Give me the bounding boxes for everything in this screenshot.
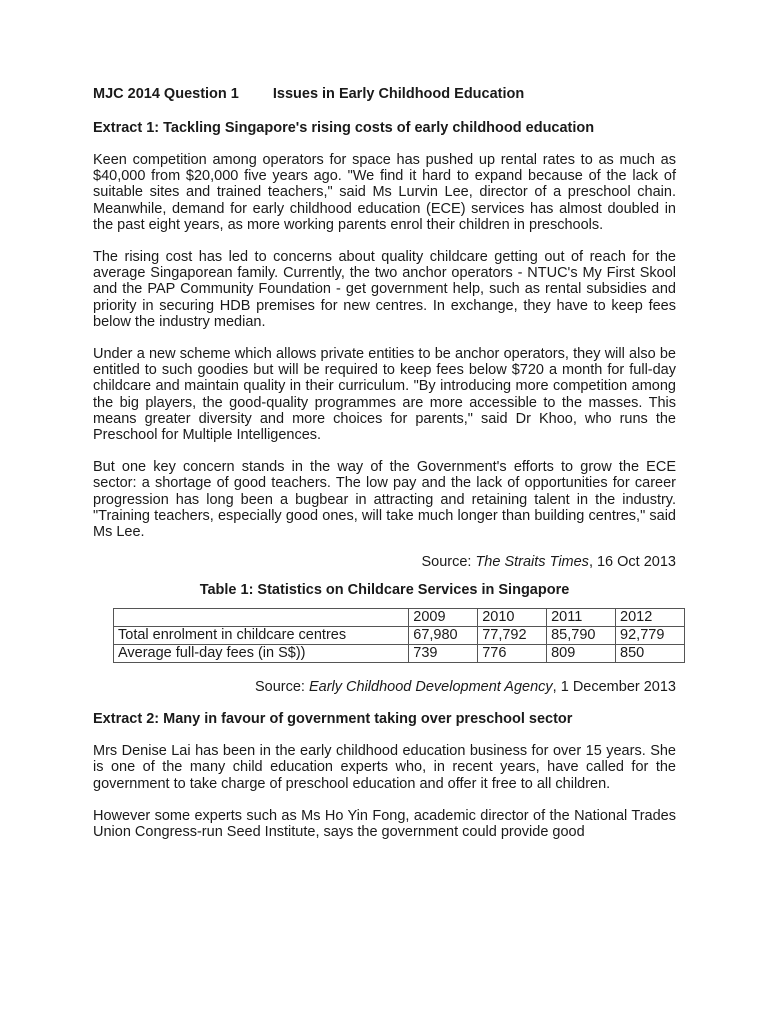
source-name: Early Childhood Development Agency [308, 679, 553, 696]
year-header: 2012 [616, 609, 685, 627]
table1-source [93, 677, 676, 697]
extract1-title: Extract 1: Tackling Singapore's rising costs of early childhood education [93, 120, 595, 136]
table-corner-cell [114, 609, 409, 627]
extract2-paragraph: However some experts such as Ms Ho Yin Fong, academic director of the National Trades Union Congress-run Seed Institute, says the government could provide good [93, 807, 676, 841]
extract2-paragraph: Mrs Denise Lai has been in the early childhood education business for over 15 years. She is one of the many child education experts who, in recent years, have called for the government to take charge of preschool education and offer it free to all children. [93, 743, 676, 792]
table-cell: 739 [409, 645, 478, 663]
table-header-row [114, 609, 685, 627]
table-cell: 85,790 [547, 627, 616, 645]
table-row [114, 645, 685, 663]
year-header: 2011 [547, 609, 616, 627]
table-row [114, 627, 685, 645]
statistics-table [113, 608, 685, 663]
table-cell: 77,792 [478, 627, 547, 645]
source-name: The Straits Times [475, 554, 589, 571]
year-header: 2010 [478, 609, 547, 627]
table-cell: 92,779 [616, 627, 685, 645]
document-page [93, 84, 676, 840]
source-date: , 16 Oct 2013 [588, 554, 676, 571]
question-heading [93, 84, 676, 104]
extract1-paragraph: But one key concern stands in the way of the Government's efforts to grow the ECE sector: a shortage of good teachers. The low pay and the lack of opportunities for career progression has long been a bugbear in attracting and retaining talent in the industry. "Training teachers, especially good ones, will take much longer than building centres," said Ms Lee. [93, 459, 676, 541]
table-cell: 776 [478, 645, 547, 663]
year-header: 2009 [409, 609, 478, 627]
extract1-paragraph: Keen competition among operators for space has pushed up rental rates to as much as $40,000 from $20,000 five years ago. "We find it hard to expand because of the lack of suitable sites and trained teachers," said Ms Lurvin Lee, director of a preschool chain. Meanwhile, demand for early childhood education (ECE) services has almost doubled in the past eight years, as more working parents enrol their children in preschools. [93, 152, 676, 233]
table1-title: Table 1: Statistics on Childcare Services in Singapore [199, 582, 570, 599]
extract2-title: Extract 2: Many in favour of government taking over preschool sector [93, 711, 573, 728]
extract1-paragraph: The rising cost has led to concerns about quality childcare getting out of reach for the average Singaporean family. Currently, the two anchor operators - NTUC's My First Skool and the PAP Community Foundation - get government help, such as rental subsidies and priority in securing HDB premises for new centres. In exchange, they have to keep fees below the industry median. [93, 249, 676, 330]
question-code: MJC 2014 Question 1 [93, 86, 239, 102]
table-cell: 67,980 [409, 627, 478, 645]
table-cell: 809 [547, 645, 616, 663]
question-topic: Issues in Early Childhood Education [272, 86, 525, 102]
source-prefix: Source: [421, 554, 476, 571]
row-label: Average full-day fees (in S$)) [114, 645, 409, 663]
source-date: , 1 December 2013 [552, 679, 676, 696]
row-label: Total enrolment in childcare centres [114, 627, 409, 645]
source-prefix: Source: [254, 679, 309, 696]
extract1-paragraph: Under a new scheme which allows private entities to be anchor operators, they will also be entitled to such goodies but will be required to keep fees below $720 a month for full-day childcare and maintain quality in their curriculum. "By introducing more competition among the big players, the good-quality programmes are more accessible to the masses. This means greater diversity and more choices for parents," said Dr Khoo, who runs the Preschool for Multiple Intelligences. [93, 346, 676, 444]
table-cell: 850 [616, 645, 685, 663]
extract1-source [93, 552, 676, 572]
